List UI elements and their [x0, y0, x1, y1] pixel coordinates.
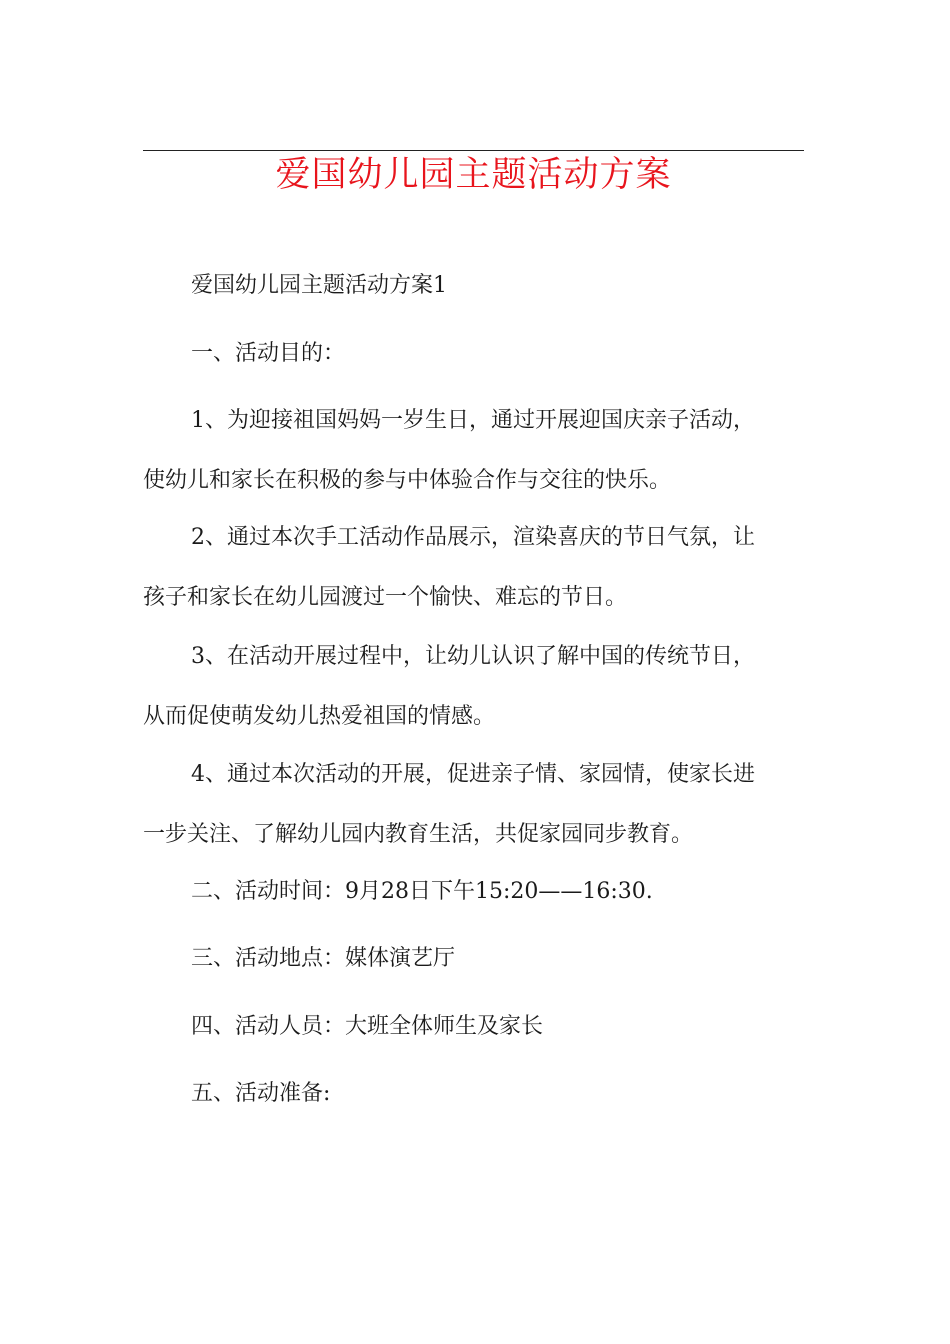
purpose-item-1 [143, 391, 804, 511]
plan-heading: 爱国幼儿园主题活动方案1 [191, 273, 447, 298]
purpose-item-2-line-2: 孩子和家长在幼儿园渡过一个愉快、难忘的节日。 [143, 585, 628, 610]
section-preparation-heading: 五、活动准备: [191, 1081, 331, 1106]
purpose-item-4 [143, 745, 804, 865]
purpose-item-1-line-1: 1、为迎接祖国妈妈一岁生日，通过开展迎国庆亲子活动， [191, 408, 755, 433]
section-purpose-heading: 一、活动目的： [191, 341, 346, 366]
purpose-item-3-line-1: 3、在活动开展过程中，让幼儿认识了解中国的传统节日， [191, 644, 755, 669]
section-time: 二、活动时间：9月28日下午15:20——16:30. [191, 879, 653, 904]
section-participants: 四、活动人员：大班全体师生及家长 [191, 1014, 544, 1039]
purpose-item-4-line-2: 一步关注、了解幼儿园内教育生活，共促家园同步教育。 [143, 822, 694, 847]
purpose-item-4-line-1: 4、通过本次活动的开展，促进亲子情、家园情，使家长进 [191, 762, 755, 787]
document-title: 爱国幼儿园主题活动方案 [275, 155, 672, 195]
purpose-item-3 [143, 627, 804, 747]
section-location: 三、活动地点：媒体演艺厅 [191, 946, 456, 971]
purpose-item-1-line-2: 使幼儿和家长在积极的参与中体验合作与交往的快乐。 [143, 468, 672, 493]
purpose-item-3-line-2: 从而促使萌发幼儿热爱祖国的情感。 [143, 704, 496, 729]
purpose-item-2 [143, 508, 804, 628]
purpose-item-2-line-1: 2、通过本次手工活动作品展示，渲染喜庆的节日气氛，让 [191, 525, 755, 550]
